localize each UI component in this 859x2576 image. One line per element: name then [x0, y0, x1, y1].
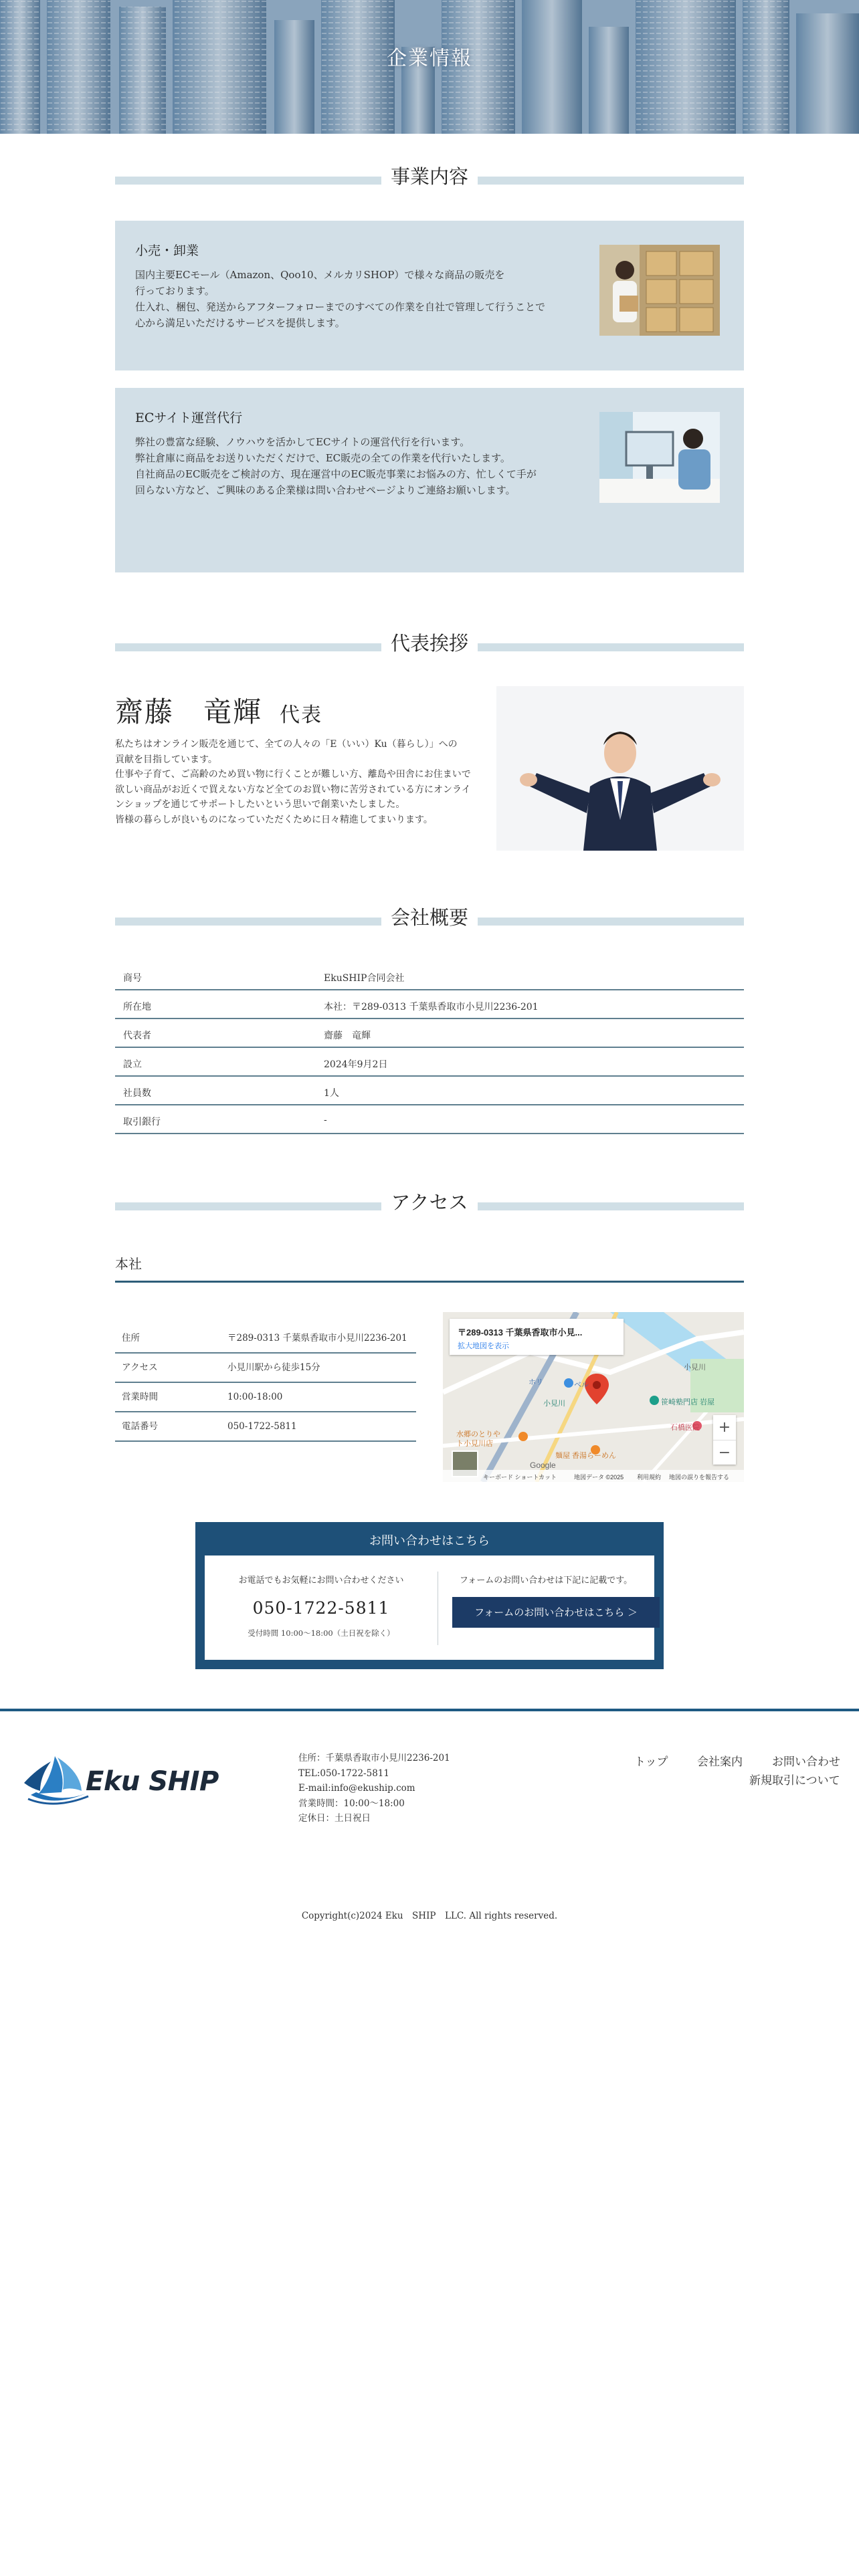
section-heading-business	[115, 162, 744, 190]
google-logo: Google	[530, 1461, 556, 1470]
section-title: 事業内容	[381, 165, 478, 188]
contact-box	[195, 1522, 664, 1669]
copyright: Copyright(c)2024 Eku SHIP LLC. All rights reserved.	[301, 1911, 558, 1921]
map-label: 笹崎塾門店 岩屋	[661, 1398, 715, 1406]
footer-nav-top[interactable]: トップ	[634, 1755, 668, 1769]
table-row: 代表者 齋藤 竜輝	[115, 1019, 744, 1048]
footer-nav-new-business[interactable]: 新規取引について	[749, 1774, 840, 1788]
section-heading-access	[115, 1188, 744, 1216]
table-row: 所在地 本社：〒289-0313 千葉県香取市小見川2236-201	[115, 990, 744, 1019]
section-title: アクセス	[381, 1191, 477, 1214]
section-heading-greeting	[115, 629, 744, 657]
map-label: 麺屋 香湯らーめん	[555, 1452, 617, 1460]
table-row: 取引銀行 -	[115, 1105, 744, 1134]
divider	[115, 1281, 744, 1283]
form-invite-text: フォームのお問い合わせは下記に記載です。	[459, 1576, 633, 1586]
greeting-message: 私たちはオンライン販売を通じて、全ての人々の「E（いい）Ku（暮らし）」への 貢献を目指しています。 仕事や子育て、ご高齢のため買い物に行くことが難しい方、離島や田舎にお住まいで 欲しい商品がお近くで買えない方など全てのお買い物に苦労されている方にオンライ ンショップを通じてサポートしたいという思いで創業いたしました。 皆様の暮らしが良いものになっていただくために日々精進してまいります。	[115, 739, 471, 825]
contact-title: お問い合わせはこちら	[369, 1534, 490, 1548]
section-title: 会社概要	[381, 906, 478, 929]
map-place-name: 〒289-0313 千葉県香取市小見...	[458, 1327, 583, 1337]
map-report-link[interactable]: 地図の誤りを報告する	[669, 1474, 730, 1481]
footer-nav-contact[interactable]: お問い合わせ	[772, 1755, 840, 1769]
office-worker-photo	[599, 412, 720, 503]
section-title: 代表挨拶	[381, 632, 478, 655]
map-label: 小見川	[543, 1400, 565, 1408]
map-terms-link[interactable]: 利用規約	[637, 1474, 662, 1481]
zoom-out-button[interactable]: −	[713, 1440, 736, 1465]
map-label: ト小見川店	[456, 1440, 493, 1448]
business-title: ECサイト運営代行	[135, 411, 243, 425]
footer-divider	[0, 1709, 859, 1711]
warehouse-worker-photo	[599, 245, 720, 336]
phone-invite-text: お電話でもお気軽にお問い合わせください	[238, 1576, 404, 1586]
table-row: アクセス 小見川駅から徒歩15分	[115, 1354, 416, 1383]
table-row: 営業時間 10:00-18:00	[115, 1383, 416, 1412]
table-row: 社員数 1人	[115, 1077, 744, 1105]
business-description: 国内主要ECモール（Amazon、Qoo10、メルカリSHOP）で様々な商品の販売を 行っております。 仕入れ、梱包、発送からアフターフォローまでのすべての作業を自社で管理して行うことで 心から満足いただけるサービスを提供します。	[135, 269, 546, 329]
representative-role: 代表	[280, 704, 323, 727]
map-label: 石橋医院	[670, 1424, 700, 1432]
reception-hours: 受付時間 10:00～18:00（土日祝を除く）	[248, 1628, 395, 1638]
office-name: 本社	[115, 1256, 142, 1272]
footer-company-info: 住所：千葉県香取市小見川2236-201 TEL:050-1722-5811 E-mail:info@ekuship.com 営業時間：10:00～18:00 定休日：土日祝日	[298, 1753, 450, 1824]
table-row: 商号 EkuSHIP合同会社	[115, 962, 744, 990]
company-overview-table	[115, 962, 744, 1134]
map-label: 水郷のとりや	[456, 1430, 500, 1438]
map-label: ベル	[574, 1381, 589, 1389]
business-card-ec-agency	[115, 388, 744, 572]
section-heading-company	[115, 903, 744, 931]
representative-photo	[496, 686, 744, 851]
footer-nav-company[interactable]: 会社案内	[697, 1755, 743, 1769]
page-title: 企業情報	[387, 47, 472, 70]
table-row: 住所 〒289-0313 千葉県香取市小見川2236-201	[115, 1312, 416, 1354]
google-map[interactable]	[443, 1312, 744, 1482]
business-description: 弊社の豊富な経験、ノウハウを活かしてECサイトの運営代行を行います。 弊社倉庫に商品をお送りいただくだけで、EC販売の全ての作業を代行いたします。 自社商品のEC販売をご検討の方、現在運営中のEC販売事業にお悩みの方、忙しくて手が 回らない方など、ご興味のある企業様は問い合わせページよりご連絡お願いします。	[135, 436, 537, 496]
phone-number[interactable]: 050-1722-5811	[252, 1598, 390, 1618]
map-data-credit: 地図データ ©2025	[574, 1474, 624, 1481]
table-row: 設立 2024年9月2日	[115, 1048, 744, 1077]
logo-text[interactable]: Eku SHIP	[86, 1766, 219, 1797]
representative-name: 齋藤 竜輝 代表	[115, 695, 323, 728]
access-table	[115, 1312, 416, 1442]
business-title: 小売・卸業	[135, 243, 199, 258]
map-enlarge-link[interactable]: 拡大地図を表示	[458, 1342, 509, 1350]
table-row: 電話番号 050-1722-5811	[115, 1412, 416, 1442]
map-shortcuts-link[interactable]: キーボード ショートカット	[483, 1474, 557, 1481]
business-card-retail	[115, 221, 744, 370]
map-zoom-controls	[713, 1415, 736, 1465]
hero-banner	[0, 0, 859, 134]
zoom-in-button[interactable]: +	[718, 1419, 731, 1436]
map-label: 小見川	[684, 1364, 706, 1372]
map-label: ホリ	[529, 1378, 543, 1386]
contact-form-button[interactable]: フォームのお問い合わせはこちら ＞	[452, 1597, 660, 1628]
